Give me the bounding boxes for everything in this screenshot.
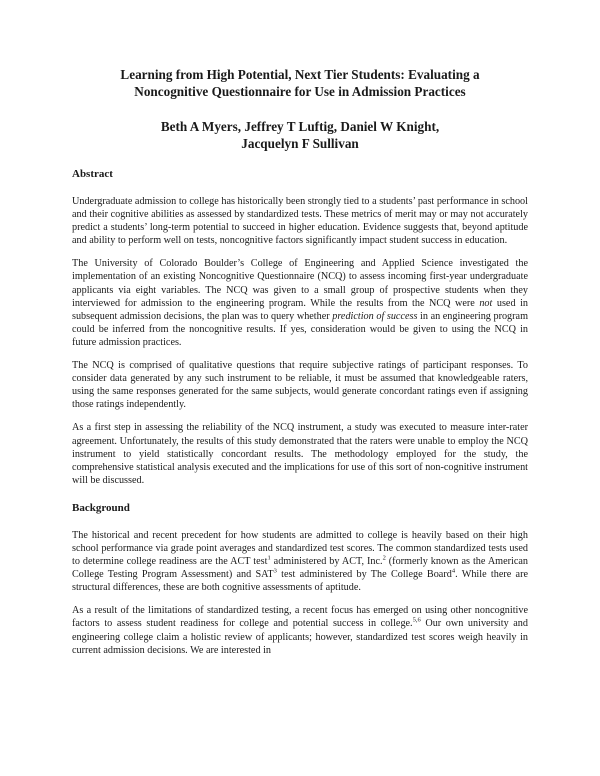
title-line-2: Noncognitive Questionnaire for Use in Admission Practices <box>134 84 466 99</box>
abstract-p2-emphasis-not: not <box>479 297 493 309</box>
abstract-p2-text-c: in an engineering program could be inferred from the noncognitive results. If yes, consideration would be given to using the NCQ in future admission practices. <box>72 310 528 348</box>
footnote-ref-5-6: 5,6 <box>412 617 421 625</box>
authors-line-2: Jacquelyn F Sullivan <box>241 136 359 151</box>
background-paragraph-2 <box>72 604 528 656</box>
background-p1-text-d: test administered by The College Board <box>276 569 452 581</box>
title-line-1: Learning from High Potential, Next Tier Students: Evaluating a <box>120 67 480 82</box>
abstract-p2-emphasis-prediction: prediction of success <box>332 310 418 322</box>
footnote-ref-2: 2 <box>382 554 386 562</box>
abstract-p2-text-b: used in subsequent admission decisions, the plan was to query whether <box>72 297 528 322</box>
background-p1-text-e: . While there are structural differences, these are both cognitive assessments of aptitude. <box>72 569 528 594</box>
abstract-paragraph-1: Undergraduate admission to college has historically been strongly tied to a students’ past performance in school and their cognitive abilities as assessed by standardized tests. These metrics of merit may or may not accurately predict a students’ long-term potential to succeed in higher education. Evidence suggests that, beyond aptitude and ability to perform well on tests, noncognitive factors significantly impact student success in education. <box>72 196 528 247</box>
background-p1-text-c: (formerly known as the American College Testing Program Assessment) and SAT <box>72 556 528 581</box>
abstract-heading: Abstract <box>72 168 113 180</box>
background-heading: Background <box>72 501 130 514</box>
background-p1-text-b: administered by ACT, Inc. <box>270 556 383 568</box>
paper-title <box>72 66 528 100</box>
footnote-ref-1: 1 <box>267 554 271 562</box>
abstract-paragraph-4: As a first step in assessing the reliability of the NCQ instrument, a study was executed to measure inter-rater agreement. Unfortunately, the results of this study demonstrated that the raters were unable to employ the NCQ instrument to yield statistically concordant results. The methodology employed for the study, the comprehensive statistical analysis executed and the implications for use of this sort of non-cognitive instrument will be discussed. <box>72 422 528 486</box>
authors-line-1: Beth A Myers, Jeffrey T Luftig, Daniel W Knight, <box>160 119 440 134</box>
abstract-paragraph-3: The NCQ is comprised of qualitative questions that require subjective ratings of participant responses. To consider data generated by any such instrument to be reliable, it must be assumed that knowledgeable raters, using the same responses generated for the same subjects, would generate concordant ratings even if assigning those ratings independently. <box>72 360 528 411</box>
abstract-p2-text-a: The University of Colorado Boulder’s College of Engineering and Applied Science investigated the implementation of an existing Noncognitive Questionnaire (NCQ) to assess incoming first-year undergraduate applicants via eight variables. The NCQ was given to a small group of prospective students when they interviewed for admission to the engineering program. While the results from the NCQ were <box>72 258 528 309</box>
background-p1-text-a: The historical and recent precedent for how students are admitted to college is heavily based on their high school performance via grade point averages and standardized test scores. The common standardized tests used to determine college readiness are the ACT test <box>72 529 528 568</box>
abstract-paragraph-2 <box>72 257 528 349</box>
paper-authors <box>72 118 528 152</box>
footnote-ref-4: 4 <box>451 567 456 575</box>
background-paragraph-1 <box>72 529 528 594</box>
background-p2-text-a: As a result of the limitations of standardized testing, a recent focus has emerged on using other noncognitive factors to assess student readiness for college and potential success in college. <box>72 605 528 630</box>
background-p2-text-b: Our own university and engineering college claim a holistic review of applicants; however, standardized test scores weigh heavily in current admission decisions. We are interested in <box>72 618 528 656</box>
paper-page <box>72 66 528 657</box>
footnote-ref-3: 3 <box>273 567 277 575</box>
